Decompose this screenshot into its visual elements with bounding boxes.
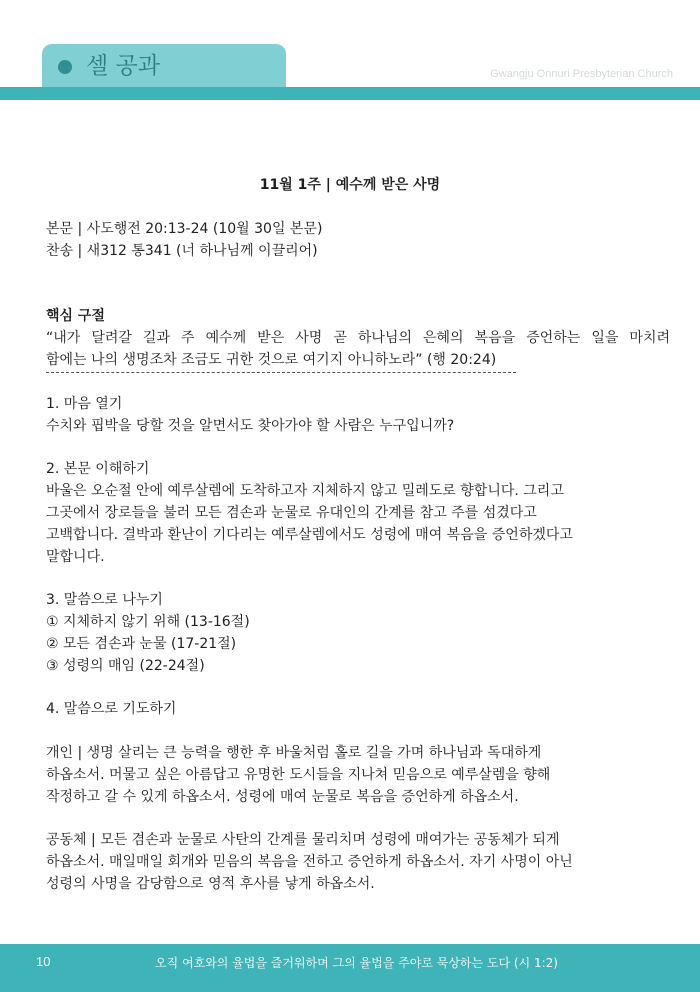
bullet-dot-icon <box>58 60 72 74</box>
section3-heading: 3. 말씀으로 나누기 <box>46 592 163 608</box>
page-number: 10 <box>36 954 51 969</box>
section2-line: 고백합니다. 결박과 환난이 기다리는 예루살렘에서도 성령에 매여 복음을 증언하겠다고 <box>46 527 573 543</box>
personal-prayer-line: 개인 | 생명 살리는 큰 능력을 행한 후 바울처럼 홀로 길을 가며 하나님과 독대하게 <box>46 745 542 761</box>
personal-prayer-line: 작정하고 갈 수 있게 하옵소서. 성령에 매여 눈물로 복음을 증언하게 하옵소서. <box>46 789 519 805</box>
section-title: 셀 공과 <box>86 53 160 79</box>
key-verse-line: 함에는 나의 생명조차 조금도 귀한 것으로 여기지 아니하노라” (행 20:24) <box>46 352 497 368</box>
lesson-title: 11월 1주 | 예수께 받은 사명 <box>259 177 441 193</box>
scripture-line: 본문 | 사도행전 20:13-24 (10월 30일 본문) <box>46 221 323 237</box>
section1-question: 수치와 핍박을 당할 것을 알면서도 찾아가야 할 사람은 누구입니까? <box>46 418 455 434</box>
key-verse-heading: 핵심 구절 <box>46 308 105 324</box>
section2-line: 그곳에서 장로들을 불러 모든 겸손과 눈물로 유대인의 간계를 참고 주를 섬겼다고 <box>46 505 537 521</box>
key-verse-line: “내가 달려갈 길과 주 예수께 받은 사명 곧 하나님의 은혜의 복음을 증언하는 일을 마치려 <box>46 330 670 346</box>
footer-verse: 오직 여호와의 율법을 즐거워하며 그의 율법을 주야로 묵상하는 도다 (시 1:2) <box>155 956 558 970</box>
section1-heading: 1. 마음 열기 <box>46 396 123 412</box>
dashed-divider <box>46 372 516 373</box>
section2-line: 바울은 오순절 안에 예루살렘에 도착하고자 지체하지 않고 밀레도로 향합니다. 그리고 <box>46 483 564 499</box>
community-prayer-line: 공동체 | 모든 겸손과 눈물로 사탄의 간계를 물리치며 성령에 매여가는 공동체가 되게 <box>46 832 560 848</box>
section2-heading: 2. 본문 이해하기 <box>46 461 150 477</box>
community-prayer-line: 하옵소서. 매일매일 회개와 믿음의 복음을 전하고 증언하게 하옵소서. 자기 사명이 아닌 <box>46 854 573 870</box>
section-tab <box>42 44 286 88</box>
hymn-line: 찬송 | 새312 통341 (너 하나님께 이끌리어) <box>46 243 318 259</box>
church-name: Gwangju Onnuri Presbyterian Church <box>490 68 673 80</box>
list-item: ① 지체하지 않기 위해 (13-16절) <box>46 614 250 630</box>
community-prayer-line: 성령의 사명을 감당함으로 영적 후사를 낳게 하옵소서. <box>46 876 375 892</box>
list-item: ③ 성령의 매임 (22-24절) <box>46 658 205 674</box>
list-item: ② 모든 겸손과 눈물 (17-21절) <box>46 636 237 652</box>
header-bar <box>0 87 700 100</box>
section2-line: 말합니다. <box>46 549 105 565</box>
personal-prayer-line: 하옵소서. 머물고 싶은 아름답고 유명한 도시들을 지나쳐 믿음으로 예루살렘을 향해 <box>46 767 551 783</box>
section4-heading: 4. 말씀으로 기도하기 <box>46 701 177 717</box>
